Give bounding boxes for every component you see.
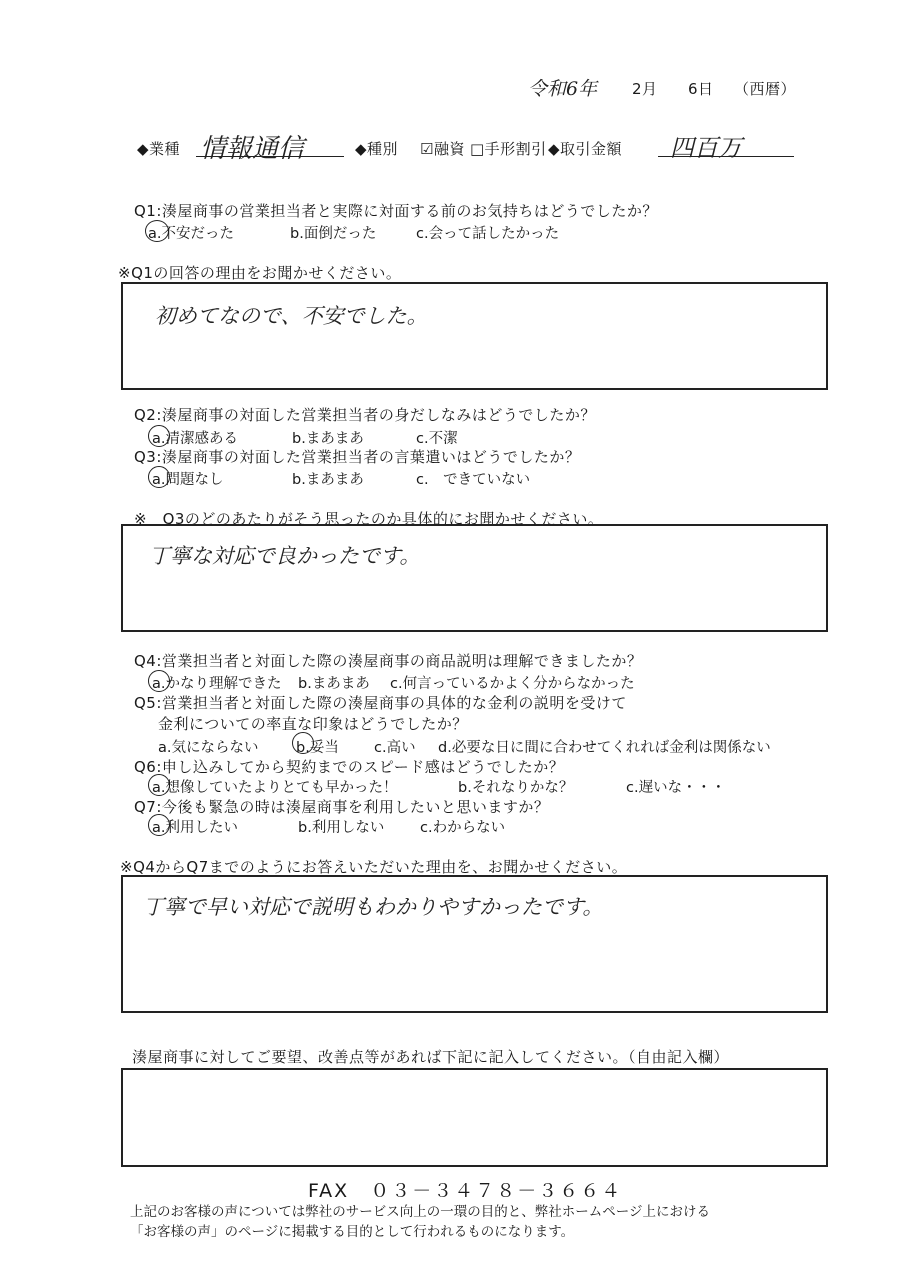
q1-option-a[interactable]: a.不安だった <box>148 226 234 242</box>
q6-option-b[interactable]: b.それなりかな？ <box>458 780 574 796</box>
q47-reason-answer: 丁寧で早い対応で説明もわかりやすかったです。 <box>143 895 604 919</box>
fax-number: FAX ０３－３４７８－３６６４ <box>308 1180 623 1202</box>
free-entry-box[interactable] <box>121 1068 828 1167</box>
q5-question-line2: 金利についての率直な印象はどうでしたか？ <box>158 715 468 733</box>
q3-reason-prompt: ※ Q3のどのあたりがそう思ったのか具体的にお聞かせください。 <box>134 510 604 528</box>
q2-option-c[interactable]: c.不潔 <box>416 431 458 447</box>
q5-option-a[interactable]: a.気にならない <box>158 740 259 756</box>
industry-underline <box>196 156 344 157</box>
q2-option-b[interactable]: b.まあまあ <box>292 431 364 447</box>
q4-question: Q4:営業担当者と対面した際の湊屋商事の商品説明は理解できましたか？ <box>134 652 643 670</box>
q1-reason-prompt: ※Q1の回答の理由をお聞かせください。 <box>118 264 402 282</box>
type-label: ◆種別 <box>355 140 399 158</box>
date-calendar-note: （西暦） <box>734 80 797 98</box>
q2-question: Q2:湊屋商事の対面した営業担当者の身だしなみはどうでしたか？ <box>134 406 596 424</box>
q5-option-c[interactable]: c.高い <box>374 740 416 756</box>
q7-option-a[interactable]: a.利用したい <box>152 820 238 836</box>
q7-question: Q7:今後も緊急の時は湊屋商事を利用したいと思いますか？ <box>134 798 550 816</box>
q1-option-b[interactable]: b.面倒だった <box>290 226 377 242</box>
q6-option-a[interactable]: a.想像していたよりとても早かった！ <box>152 780 398 796</box>
q3-option-b[interactable]: b.まあまあ <box>292 472 364 488</box>
q6-option-c[interactable]: c.遅いな・・・ <box>626 780 726 796</box>
q5-question-line1: Q5:営業担当者と対面した際の湊屋商事の具体的な金利の説明を受けて <box>134 694 627 712</box>
free-entry-prompt: 湊屋商事に対してご要望、改善点等があれば下記に記入してください。（自由記入欄） <box>132 1048 730 1066</box>
amount-underline <box>658 156 794 157</box>
q6-question: Q6:申し込みしてから契約までのスピード感はどうでしたか？ <box>134 758 565 776</box>
date-month: 2月 <box>632 80 658 98</box>
q3-reason-answer: 丁寧な対応で良かったです。 <box>149 544 421 568</box>
date-era-year: 令和6年 <box>528 78 598 100</box>
q47-reason-prompt: ※Q4からQ7までのようにお答えいただいた理由を、お聞かせください。 <box>120 858 628 876</box>
type-loan-checkbox[interactable]: ☑融資 <box>420 140 465 158</box>
q47-reason-box[interactable] <box>121 875 828 1013</box>
q1-option-c[interactable]: c.会って話したかった <box>416 226 560 242</box>
q2-option-a[interactable]: a.清潔感ある <box>152 431 238 447</box>
amount-label: ◆取引金額 <box>548 140 623 158</box>
date-day: 6日 <box>688 80 714 98</box>
q1-question: Q1:湊屋商事の営業担当者と実際に対面する前のお気持ちはどうでしたか？ <box>134 202 658 220</box>
q3-option-a[interactable]: a.問題なし <box>152 472 224 488</box>
q3-option-c[interactable]: c. できていない <box>416 472 531 488</box>
industry-label: ◆業種 <box>137 140 181 158</box>
footer-note-line1: 上記のお客様の声については弊社のサービス向上の一環の目的と、弊社ホームページ上における <box>130 1204 710 1220</box>
q7-option-c[interactable]: c.わからない <box>420 820 506 836</box>
industry-value[interactable]: 情報通信 <box>200 134 305 164</box>
q5-option-d[interactable]: d.必要な日に間に合わせてくれれば金利は関係ない <box>438 740 771 756</box>
q1-reason-answer: 初めてなので、不安でした。 <box>155 304 428 328</box>
q4-option-b[interactable]: b.まあまあ <box>298 676 370 692</box>
amount-value[interactable]: 四百万 <box>670 134 742 162</box>
q5-option-b[interactable]: b.妥当 <box>296 740 339 756</box>
q4-option-c[interactable]: c.何言っているかよく分からなかった <box>390 676 635 692</box>
q7-option-b[interactable]: b.利用しない <box>298 820 385 836</box>
q1-reason-box[interactable] <box>121 282 828 390</box>
q3-question: Q3:湊屋商事の対面した営業担当者の言葉遣いはどうでしたか？ <box>134 448 581 466</box>
q4-option-a[interactable]: a.かなり理解できた <box>152 676 282 692</box>
q3-reason-box[interactable] <box>121 524 828 632</box>
type-bill-checkbox[interactable]: □手形割引 <box>470 140 547 158</box>
footer-note-line2: 「お客様の声」のページに掲載する目的として行われるものになります。 <box>130 1224 575 1240</box>
